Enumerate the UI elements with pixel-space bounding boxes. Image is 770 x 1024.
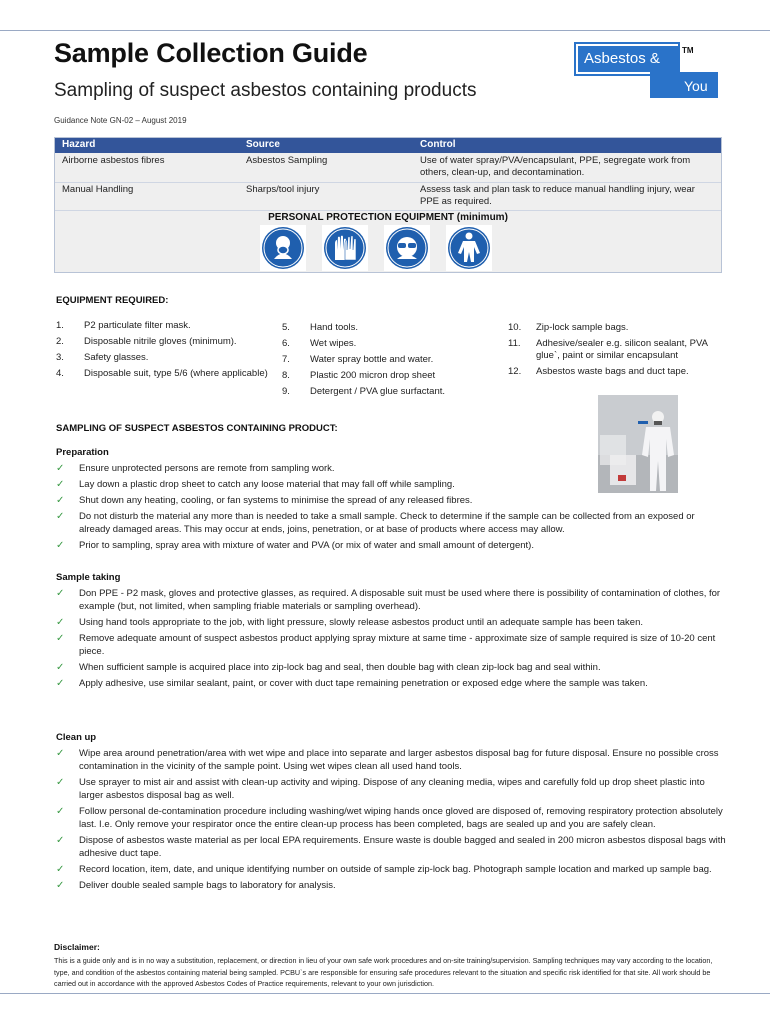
- gloves-icon: [322, 225, 368, 271]
- list-item: [282, 370, 492, 382]
- list-item: [56, 616, 726, 629]
- disclaimer-text: This is a guide only and is in no way a substitution, replacement, or direction in lieu of your own safe work procedures and on-site training/supervision. Sampling techniques may vary according to the location, type, and condition of the asbestos containing material being sampled. PCBU`s are responsible for ensuring safe procedures relevant to the situation and specific risk identified for that site. All work should be carried out in accordance with the approved Asbestos Codes of Practice requirements, relevant to your own jurisdiction.: [54, 956, 713, 988]
- item-text: Safety glasses.: [84, 352, 149, 363]
- logo-text-top: Asbestos &: [584, 50, 660, 67]
- item-text: Deliver double sealed sample bags to laboratory for analysis.: [79, 880, 336, 891]
- list-item: [56, 632, 726, 658]
- source-cell: Sharps/tool injury: [246, 184, 320, 195]
- list-item: [56, 352, 276, 364]
- preparation-list: [56, 462, 726, 555]
- checkmark-icon: ✓: [56, 864, 65, 875]
- equipment-list-3: [508, 322, 724, 382]
- item-text: Detergent / PVA glue surfactant.: [310, 386, 446, 397]
- checkmark-icon: ✓: [56, 495, 65, 506]
- sample-taking-list: [56, 587, 726, 693]
- equipment-heading: EQUIPMENT REQUIRED:: [56, 295, 169, 306]
- item-number: 12.: [508, 366, 522, 377]
- checkmark-icon: ✓: [56, 777, 65, 788]
- item-number: 3.: [56, 352, 64, 363]
- item-number: 2.: [56, 336, 64, 347]
- hazard-table-header: [55, 138, 721, 153]
- list-item: [282, 386, 492, 398]
- header-hazard: Hazard: [62, 139, 96, 150]
- sampling-heading: SAMPLING OF SUSPECT ASBESTOS CONTAINING PRODUCT:: [56, 423, 338, 434]
- item-number: 5.: [282, 322, 290, 333]
- hazard-cell: Airborne asbestos fibres: [62, 155, 165, 166]
- checkmark-icon: ✓: [56, 835, 65, 846]
- checkmark-icon: ✓: [56, 678, 65, 689]
- list-item: [56, 879, 726, 892]
- top-divider: [0, 30, 770, 31]
- equipment-list-1: [56, 320, 276, 384]
- item-text: Water spray bottle and water.: [310, 354, 434, 365]
- page-subtitle: Sampling of suspect asbestos containing products: [54, 80, 477, 101]
- list-item: [56, 478, 726, 491]
- list-item: [56, 336, 276, 348]
- item-text: Use sprayer to mist air and assist with clean-up activity and wiping. Dispose of any cleaning media, wipes and carefully fold up drop sheet plastic into larger asbestos disposal bag as well.: [79, 777, 705, 801]
- bottom-divider: [0, 993, 770, 994]
- logo-text-bottom: You: [684, 78, 708, 94]
- list-item: [56, 805, 726, 831]
- item-number: 10.: [508, 322, 522, 333]
- header-source: Source: [246, 139, 280, 150]
- checkmark-icon: ✓: [56, 463, 65, 474]
- clean-up-list: [56, 747, 726, 895]
- hazard-cell: Manual Handling: [62, 184, 134, 195]
- preparation-heading: Preparation: [56, 447, 109, 458]
- item-number: 6.: [282, 338, 290, 349]
- clean-up-heading: Clean up: [56, 732, 97, 743]
- item-number: 11.: [508, 338, 521, 349]
- list-item: [56, 494, 726, 507]
- list-item: [56, 863, 726, 876]
- list-item: [56, 368, 276, 380]
- header-control: Control: [420, 139, 456, 150]
- checkmark-icon: ✓: [56, 479, 65, 490]
- list-item: [282, 338, 492, 350]
- list-item: [56, 510, 726, 536]
- source-cell: Asbestos Sampling: [246, 155, 328, 166]
- list-item: [282, 354, 492, 366]
- disclaimer-heading: Disclaimer:: [54, 942, 100, 952]
- equipment-list-2: [282, 322, 492, 402]
- control-cell: Use of water spray/PVA/encapsulant, PPE, segregate work from others, clean-up, and decontamination.: [420, 155, 691, 178]
- item-text: Lay down a plastic drop sheet to catch any loose material that may fall off while sampling.: [79, 479, 455, 490]
- item-text: Prior to sampling, spray area with mixture of water and PVA (or mix of water and small amount of detergent).: [79, 540, 534, 551]
- item-text: P2 particulate filter mask.: [84, 320, 191, 331]
- item-text: Wet wipes.: [310, 338, 357, 349]
- hazard-table: [54, 137, 722, 273]
- list-item: [508, 322, 724, 334]
- checkmark-icon: ✓: [56, 880, 65, 891]
- respirator-icon: [260, 225, 306, 271]
- ppe-icon-row: [260, 225, 492, 271]
- item-number: 8.: [282, 370, 290, 381]
- item-text: Hand tools.: [310, 322, 359, 333]
- disposable-suit-icon: [446, 225, 492, 271]
- item-text: Do not disturb the material any more than is needed to take a small sample. Check to determine if the sample can be collected from an exposed or already damaged areas. This may occur at ends, joins, penetration, or at base of products where access may allow.: [79, 511, 695, 535]
- item-number: 9.: [282, 386, 290, 397]
- checkmark-icon: ✓: [56, 540, 65, 551]
- list-item: [56, 661, 726, 674]
- item-text: Dispose of asbestos waste material as per local EPA requirements. Ensure waste is double bagged and sealed in 200 micron asbestos disposal bags with adhesive duct tape.: [79, 835, 726, 859]
- list-item: [56, 677, 726, 690]
- item-text: Asbestos waste bags and duct tape.: [536, 366, 689, 377]
- table-row: [55, 155, 721, 181]
- safety-glasses-icon: [384, 225, 430, 271]
- item-number: 1.: [56, 320, 64, 331]
- list-item: [56, 587, 726, 613]
- checkmark-icon: ✓: [56, 748, 65, 759]
- list-item: [508, 366, 724, 378]
- list-item: [56, 462, 726, 475]
- list-item: [56, 834, 726, 860]
- item-text: Zip-lock sample bags.: [536, 322, 629, 333]
- item-text: Disposable nitrile gloves (minimum).: [84, 336, 237, 347]
- sample-taking-heading: Sample taking: [56, 572, 121, 583]
- list-item: [282, 322, 492, 334]
- list-item: [56, 747, 726, 773]
- item-text: Plastic 200 micron drop sheet: [310, 370, 436, 381]
- logo-trademark: TM: [682, 46, 694, 55]
- ppe-heading: PERSONAL PROTECTION EQUIPMENT (minimum): [55, 210, 721, 223]
- item-text: Disposable suit, type 5/6 (where applicable): [84, 368, 268, 379]
- checkmark-icon: ✓: [56, 511, 65, 522]
- asbestos-and-you-logo: [574, 42, 724, 102]
- item-text: Apply adhesive, use similar sealant, paint, or cover with duct tape remaining penetration or exposed edge where the sample was taken.: [79, 678, 648, 689]
- item-text: Ensure unprotected persons are remote from sampling work.: [79, 463, 335, 474]
- item-text: Adhesive/sealer e.g. silicon sealant, PVA glue`, paint or similar encapsulant: [536, 338, 708, 361]
- item-number: 4.: [56, 368, 64, 379]
- item-text: Shut down any heating, cooling, or fan systems to minimise the spread of any released fibres.: [79, 495, 473, 506]
- checkmark-icon: ✓: [56, 588, 65, 599]
- item-text: Record location, item, date, and unique identifying number on outside of sample zip-lock bag. Photograph sample location and marked up sample bag.: [79, 864, 712, 875]
- item-text: Using hand tools appropriate to the job, with light pressure, slowly release asbestos product until an adequate sample has been taken.: [79, 617, 644, 628]
- checkmark-icon: ✓: [56, 806, 65, 817]
- item-text: Follow personal de-contamination procedure including washing/wet wiping hands once gloved are disposed of, removing respiratory protection absolutely last. I.e. Only remove your respirator once the entire clean-up process has been completed, bags are sealed up and you are safely clean.: [79, 806, 723, 830]
- table-row: [55, 182, 721, 209]
- control-cell: Assess task and plan task to reduce manual handling injury, wear PPE as required.: [420, 184, 695, 207]
- guidance-note: Guidance Note GN-02 – August 2019: [54, 116, 187, 125]
- list-item: [56, 320, 276, 332]
- checkmark-icon: ✓: [56, 633, 65, 644]
- list-item: [56, 776, 726, 802]
- list-item: [508, 338, 724, 362]
- item-text: Remove adequate amount of suspect asbestos product applying spray mixture at same time - approximate size of sample required is size of 10-20 cent piece.: [79, 633, 716, 657]
- page-title: Sample Collection Guide: [54, 38, 368, 68]
- checkmark-icon: ✓: [56, 617, 65, 628]
- item-text: When sufficient sample is acquired place into zip-lock bag and seal, then double bag with clean zip-lock bag and seal within.: [79, 662, 601, 673]
- checkmark-icon: ✓: [56, 662, 65, 673]
- item-text: Wipe area around penetration/area with wet wipe and place into separate and larger asbestos disposal bag for future disposal. Ensure no possible cross contamination in the vicinity of the sample point. Using wet wipes clean all used hand tools.: [79, 748, 719, 772]
- list-item: [56, 539, 726, 552]
- item-number: 7.: [282, 354, 290, 365]
- item-text: Don PPE - P2 mask, gloves and protective glasses, as required. A disposable suit must be used where there is possibility of contamination of clothes, for example (but, not limited, when sampling friable materials or sampling overhead).: [79, 588, 721, 612]
